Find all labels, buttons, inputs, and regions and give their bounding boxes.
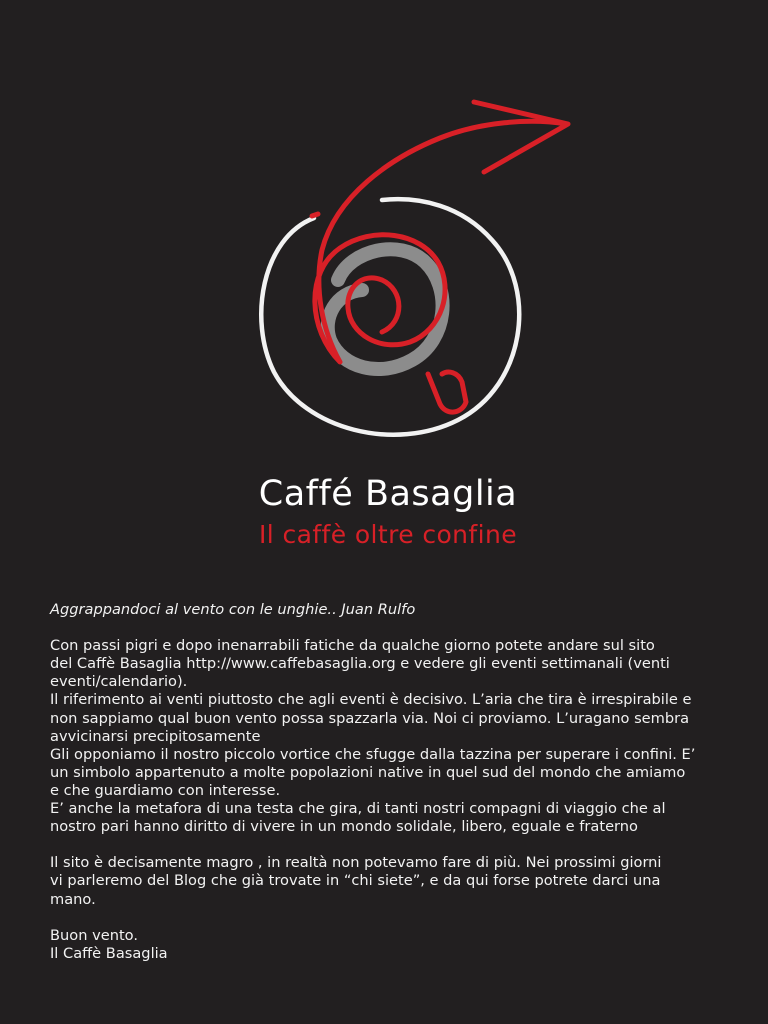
paragraph-line: del Caffè Basaglia http://www.caffebasaglia.org e vedere gli eventi settimanali (venti: [50, 655, 670, 673]
paragraph-line: nostro pari hanno diritto di vivere in un mondo solidale, libero, eguale e fraterno: [50, 818, 638, 836]
espresso-cup-spiral-arrow-icon: [261, 102, 568, 435]
brand-name: Caffé Basaglia: [258, 474, 518, 514]
closing-line: Buon vento.: [50, 926, 138, 944]
paragraph-line: vi parleremo del Blog che già trovate in “chi siete”, e da qui forse potrete darci una: [50, 872, 661, 890]
paragraph-line: un simbolo appartenuto a molte popolazioni native in quel sud del mondo che amiamo: [50, 763, 686, 781]
paragraph-line: eventi/calendario).: [50, 673, 188, 691]
arrow-head: [474, 102, 568, 172]
paragraph-line: non sappiamo qual buon vento possa spazzarla via. Noi ci proviamo. L’uragano sembra: [50, 709, 690, 727]
paragraph-line: mano.: [50, 890, 96, 908]
paragraph-line: Con passi pigri e dopo inenarrabili fatiche da qualche giorno potete andare sul sito: [50, 637, 655, 655]
signature: Il Caffè Basaglia: [50, 944, 168, 962]
paragraph-line: Il sito è decisamente magro , in realtà non potevamo fare di più. Nei prossimi giorni: [50, 854, 662, 872]
epigraph: Aggrappandoci al vento con le unghie.. Juan Rulfo: [50, 601, 416, 618]
paragraph-line: E’ anche la metafora di una testa che gira, di tanti nostri compagni di viaggio che al: [50, 800, 666, 818]
rim-accent: [312, 214, 318, 216]
paragraph-line: Il riferimento ai venti piuttosto che agli eventi è decisivo. L’aria che tira è irrespirabile e: [50, 691, 692, 709]
paragraph-line: e che guardiamo con interesse.: [50, 781, 281, 799]
paragraph-line: avvicinarsi precipitosamente: [50, 727, 261, 745]
grey-swirl: [328, 249, 443, 369]
letter-body: [50, 601, 730, 963]
cup-handle: [428, 372, 466, 412]
paragraph-line: Gli opponiamo il nostro piccolo vortice che sfugge dalla tazzina per superare i confini. E’: [50, 745, 696, 763]
brand-tagline: Il caffè oltre confine: [258, 520, 518, 549]
logo-graphic: [230, 90, 590, 460]
